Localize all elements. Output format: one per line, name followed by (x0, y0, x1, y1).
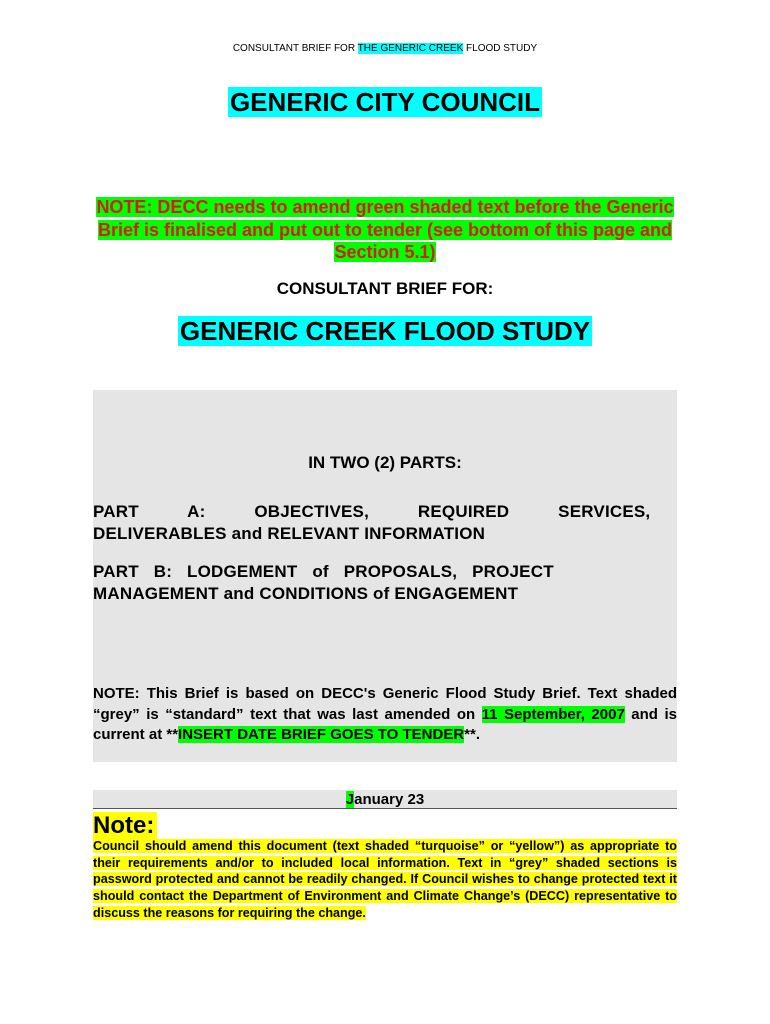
council-note (93, 838, 677, 922)
decc-note (93, 196, 677, 264)
part-b-line-2: MANAGEMENT and CONDITIONS of ENGAGEMENT (93, 584, 519, 603)
part-b-line-1: PART B: LODGEMENT of PROPOSALS, PROJECT (93, 562, 554, 581)
two-parts-heading: IN TWO (2) PARTS: (308, 453, 462, 472)
running-header-prefix: CONSULTANT BRIEF FOR (232, 43, 358, 54)
part-a (93, 501, 677, 545)
date-first-letter: J (345, 791, 355, 808)
council-note-text: Council should amend this document (text shaded “turquoise” or “yellow”) as appropriate to their requirements and/or to included local information. Text in “grey” shaded sections is password protected and cannot be readily changed. If Council wishes to change protected text it should contact the Department of Environment and Climate Change’s (DECC) representative to discuss the reasons for requiring the change. (93, 839, 677, 920)
running-header (0, 43, 770, 54)
brief-note-text-2: and is current at ** (93, 705, 677, 743)
decc-note-text: NOTE: DECC needs to amend green shaded text before the Generic Brief is finalised and put out to tender (see bottom of this page and Section 5.1) (96, 197, 674, 262)
brief-for-heading: CONSULTANT BRIEF FOR: (276, 279, 494, 298)
note-heading-text: Note: (93, 812, 157, 839)
part-a-line-2: DELIVERABLES and RELEVANT INFORMATION (93, 524, 486, 543)
brief-note-insert-date: INSERT DATE BRIEF GOES TO TENDER (178, 726, 465, 743)
council-title-text: GENERIC CITY COUNCIL (229, 87, 541, 117)
brief-note (93, 684, 677, 746)
running-header-highlight: THE GENERIC CREEK (357, 43, 464, 54)
note-heading (93, 812, 157, 840)
date-rest: anuary 23 (354, 791, 425, 808)
part-a-line-1: PART A: OBJECTIVES, REQUIRED SERVICES, (93, 502, 651, 521)
date-bar (93, 790, 677, 809)
council-title (0, 86, 770, 119)
brief-note-text-1: NOTE: This Brief is based on DECC's Generic Flood Study Brief. Text shaded “grey” is “standard” text that was last amended on (93, 685, 677, 723)
study-title (0, 314, 770, 349)
part-b (93, 561, 677, 605)
brief-note-text-3: **. (464, 726, 481, 743)
study-title-text: GENERIC CREEK FLOOD STUDY (179, 316, 591, 346)
running-header-suffix: FLOOD STUDY (463, 43, 538, 54)
brief-note-date: 11 September, 2007 (481, 705, 625, 723)
